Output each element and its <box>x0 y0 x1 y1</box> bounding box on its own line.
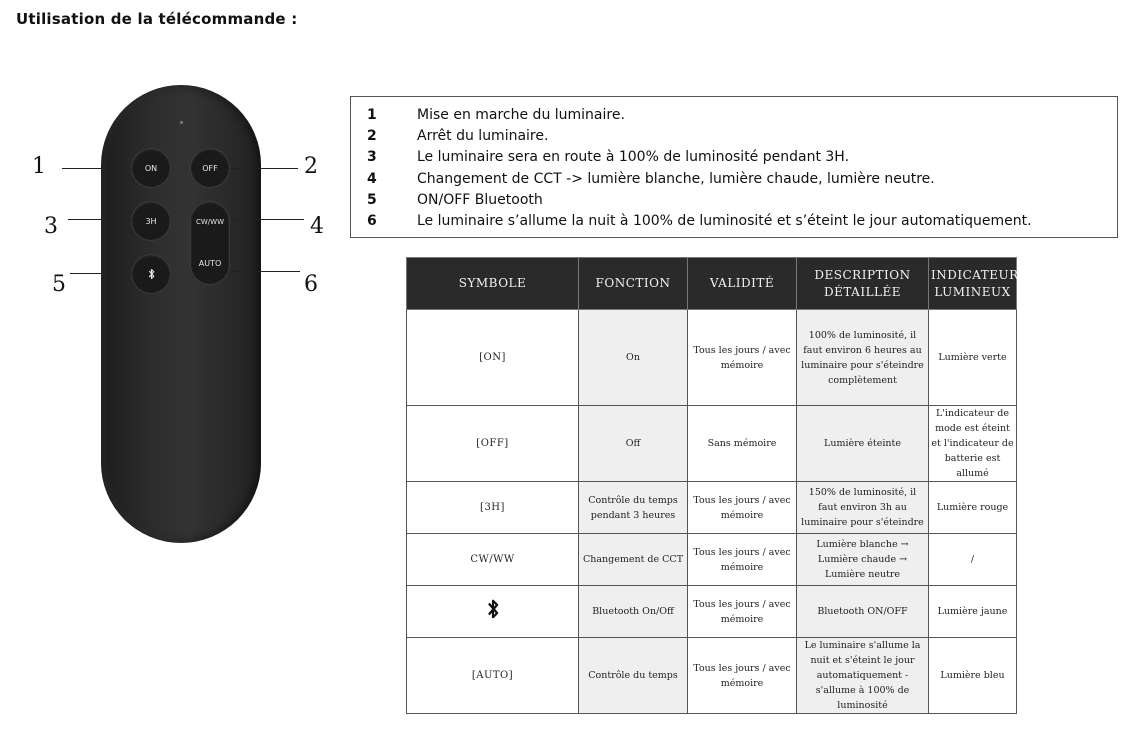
cwww-label[interactable]: CW/WW <box>195 218 224 226</box>
remote-control <box>101 85 261 543</box>
off-button[interactable]: OFF <box>191 149 229 187</box>
cwww-auto-rocker[interactable] <box>191 202 229 284</box>
cell-description: 100% de luminosité, il faut environ 6 heures au luminaire pour s'éteindre complètement <box>797 310 929 406</box>
cell-symbole: [OFF] <box>407 406 579 482</box>
cell-fonction: Off <box>579 406 688 482</box>
cell-indicateur: Lumière bleu <box>929 638 1017 714</box>
cell-description: Le luminaire s'allume la nuit et s'éteint le jour automatiquement - s'allume à 100% de luminosité <box>797 638 929 714</box>
table-row <box>407 638 1017 714</box>
legend-number: 2 <box>367 128 377 144</box>
cell-validite: Tous les jours / avec mémoire <box>688 586 797 638</box>
cell-fonction: Contrôle du temps pendant 3 heures <box>579 482 688 534</box>
callout-line-2 <box>229 168 298 169</box>
legend-text: Changement de CCT -> lumière blanche, lumière chaude, lumière neutre. <box>417 171 935 187</box>
legend-box <box>350 96 1118 238</box>
cell-symbole <box>407 586 579 638</box>
function-table <box>406 257 1017 714</box>
table-header-row <box>407 258 1017 310</box>
callout-2: 2 <box>304 154 318 179</box>
on-button[interactable]: ON <box>132 149 170 187</box>
legend-number: 5 <box>367 192 377 208</box>
header-validite: VALIDITÉ <box>688 258 797 310</box>
legend-number: 3 <box>367 149 377 165</box>
cell-indicateur: / <box>929 534 1017 586</box>
cell-fonction: Changement de CCT <box>579 534 688 586</box>
callout-line-4 <box>230 219 304 220</box>
table-row <box>407 586 1017 638</box>
legend-text: Le luminaire sera en route à 100% de luminosité pendant 3H. <box>417 149 850 165</box>
callout-4: 4 <box>310 214 324 239</box>
callout-line-5 <box>70 273 132 274</box>
cell-symbole: [3H] <box>407 482 579 534</box>
callout-1: 1 <box>32 154 46 179</box>
cell-validite: Tous les jours / avec mémoire <box>688 310 797 406</box>
auto-label[interactable]: AUTO <box>198 259 222 268</box>
legend-number: 1 <box>367 107 377 123</box>
callout-3: 3 <box>44 214 58 239</box>
cell-description: Lumière blanche → Lumière chaude → Lumière neutre <box>797 534 929 586</box>
callout-line-3 <box>68 219 132 220</box>
legend-number: 4 <box>367 171 377 187</box>
cell-validite: Tous les jours / avec mémoire <box>688 482 797 534</box>
cell-description: Lumière éteinte <box>797 406 929 482</box>
bluetooth-icon <box>485 598 501 620</box>
cell-fonction: On <box>579 310 688 406</box>
header-symbole: SYMBOLE <box>407 258 579 310</box>
cell-fonction: Contrôle du temps <box>579 638 688 714</box>
cell-description: Bluetooth ON/OFF <box>797 586 929 638</box>
legend-number: 6 <box>367 213 377 229</box>
legend-text: Le luminaire s’allume la nuit à 100% de luminosité et s’éteint le jour automatiquement. <box>417 213 1032 229</box>
cell-indicateur: Lumière verte <box>929 310 1017 406</box>
cell-indicateur: Lumière jaune <box>929 586 1017 638</box>
three-hour-button[interactable]: 3H <box>132 202 170 240</box>
cell-validite: Sans mémoire <box>688 406 797 482</box>
table-row <box>407 482 1017 534</box>
table-row <box>407 406 1017 482</box>
legend-text: Mise en marche du luminaire. <box>417 107 625 123</box>
page-title: Utilisation de la télécommande : <box>16 10 298 28</box>
cell-indicateur: Lumière rouge <box>929 482 1017 534</box>
header-fonction: FONCTION <box>579 258 688 310</box>
table-row <box>407 310 1017 406</box>
header-indicateur: INDICATEUR LUMINEUX <box>929 258 1017 310</box>
cell-symbole: CW/WW <box>407 534 579 586</box>
cell-fonction: Bluetooth On/Off <box>579 586 688 638</box>
callout-6: 6 <box>304 272 318 297</box>
cell-description: 150% de luminosité, il faut environ 3h au luminaire pour s'éteindre <box>797 482 929 534</box>
cell-validite: Tous les jours / avec mémoire <box>688 638 797 714</box>
header-description: DESCRIPTION DÉTAILLÉE <box>797 258 929 310</box>
callout-line-1 <box>62 168 132 169</box>
bluetooth-icon <box>147 268 156 280</box>
remote-indicator-dot <box>180 121 183 124</box>
cell-indicateur: L'indicateur de mode est éteint et l'indicateur de batterie est allumé <box>929 406 1017 482</box>
callout-line-6 <box>230 271 300 272</box>
cell-validite: Tous les jours / avec mémoire <box>688 534 797 586</box>
table-row <box>407 534 1017 586</box>
bluetooth-button[interactable] <box>132 255 170 293</box>
legend-text: Arrêt du luminaire. <box>417 128 549 144</box>
cell-symbole: [ON] <box>407 310 579 406</box>
cell-symbole: [AUTO] <box>407 638 579 714</box>
legend-text: ON/OFF Bluetooth <box>417 192 543 208</box>
callout-5: 5 <box>52 272 66 297</box>
